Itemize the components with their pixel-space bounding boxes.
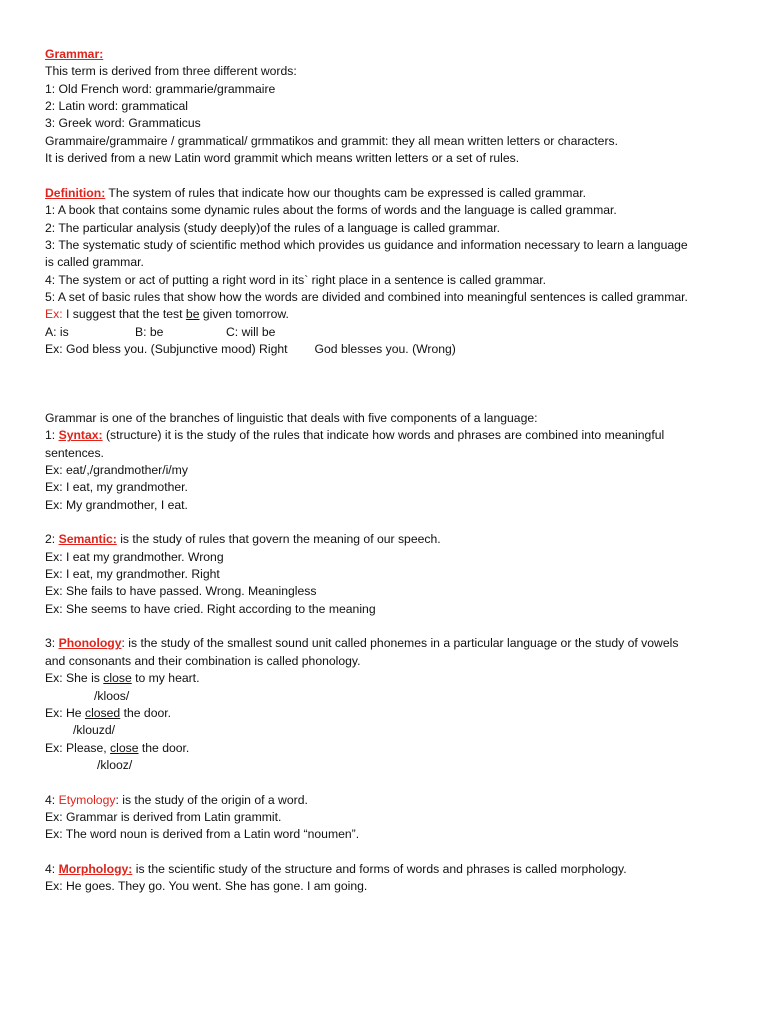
definition-line: is called grammar.: [45, 255, 144, 270]
phonology-ex2-post: the door.: [120, 705, 172, 720]
definition-line: 2: The particular analysis (study deeply)of the rules of a language is called grammar.: [45, 220, 501, 235]
grammar-heading: Grammar:: [45, 47, 104, 61]
definition-intro: The system of rules that indicate how our thoughts cam be expressed is called grammar.: [105, 186, 586, 200]
grammar-line: This term is derived from three different words:: [45, 64, 297, 79]
phonology-ex2-word: closed: [84, 705, 121, 720]
phonology-example: [45, 670, 735, 687]
etymology-example: Ex: Grammar is derived from Latin grammit.: [45, 809, 282, 824]
example-text-pre: I suggest that the test: [62, 307, 186, 322]
definition-line: 1: A book that contains some dynamic rules about the forms of words and the language is called grammar.: [45, 203, 617, 218]
grammar-section: [45, 46, 735, 167]
example-label: Ex:: [45, 307, 63, 322]
grammar-line: 1: Old French word: grammarie/grammaire: [45, 81, 276, 96]
semantic-example: Ex: I eat, my grandmother. Right: [45, 567, 220, 582]
phonology-ex3-pre: Ex: Please,: [45, 740, 111, 755]
semantic-example: Ex: I eat my grandmother. Wrong: [45, 549, 224, 564]
option-b: B: be: [135, 324, 164, 339]
definition-line: 3: The systematic study of scientific method which provides us guidance and information necessary to learn a language: [45, 238, 688, 253]
phonology-ex1-post: to my heart.: [131, 671, 200, 686]
syntax-example: Ex: My grandmother, I eat.: [45, 497, 188, 512]
components-intro: Grammar is one of the branches of linguistic that deals with five components of a language:: [45, 411, 538, 425]
semantic-example: Ex: She fails to have passed. Wrong. Meaningless: [45, 584, 317, 599]
definition-section: [45, 185, 735, 358]
definition-line: 4: The system or act of putting a right word in its` right place in a sentence is called grammar.: [45, 272, 547, 287]
semantic-term: Semantic:: [58, 532, 117, 547]
phonology-example: [45, 740, 735, 757]
grammar-line: It is derived from a new Latin word grammit which means written letters or a set of rules.: [45, 151, 520, 166]
semantic-number: 2:: [45, 532, 59, 547]
etymology-number: 4:: [45, 792, 59, 807]
phonology-ex3-word: close: [110, 740, 139, 755]
example-underlined-word: be: [185, 307, 200, 322]
phonology-ex1-word: close: [103, 671, 132, 686]
semantic-example: Ex: She seems to have cried. Right according to the meaning: [45, 601, 376, 616]
phonology-number: 3:: [45, 636, 59, 651]
syntax-line: [45, 427, 735, 444]
phonology-ipa: /kloos/: [94, 688, 130, 703]
phonology-term: Phonology: [58, 636, 122, 651]
option-c: C: will be: [226, 324, 276, 339]
definition-example: [45, 306, 735, 323]
morphology-line: [45, 861, 735, 878]
morphology-desc: is the scientific study of the structure and forms of words and phrases is called morphology.: [132, 861, 627, 876]
phonology-example: [45, 705, 735, 722]
etymology-line: [45, 792, 735, 809]
answer-options: [45, 324, 735, 341]
syntax-desc-cont: sentences.: [45, 445, 104, 460]
morphology-term: Morphology:: [58, 861, 133, 876]
phonology-ex1-pre: Ex: She is: [45, 671, 104, 686]
mood-wrong: God blesses you. (Wrong): [314, 342, 456, 357]
phonology-ex3-post: the door.: [138, 740, 190, 755]
semantic-desc: is the study of rules that govern the meaning of our speech.: [116, 532, 441, 547]
mood-example: [45, 341, 735, 358]
grammar-line: 2: Latin word: grammatical: [45, 99, 188, 114]
etymology-desc: : is the study of the origin of a word.: [115, 792, 308, 807]
example-text-post: given tomorrow.: [199, 307, 289, 322]
etymology-example: Ex: The word noun is derived from a Latin word “noumen”.: [45, 827, 360, 842]
phonology-line: [45, 635, 735, 652]
syntax-example: Ex: I eat, my grandmother.: [45, 480, 188, 495]
syntax-number: 1:: [45, 428, 59, 443]
syntax-term: Syntax:: [58, 428, 103, 443]
definition-heading: Definition:: [45, 186, 106, 200]
grammar-line: 3: Greek word: Grammaticus: [45, 116, 201, 131]
morphology-number: 4:: [45, 861, 59, 876]
syntax-example: Ex: eat/,/grandmother/i/my: [45, 463, 188, 478]
morphology-example: Ex: He goes. They go. You went. She has gone. I am going.: [45, 879, 368, 894]
definition-intro-line: [45, 185, 735, 202]
definition-line: 5: A set of basic rules that show how the words are divided and combined into meaningful sentences is called grammar.: [45, 290, 688, 305]
phonology-desc-cont: and consonants and their combination is called phonology.: [45, 653, 361, 668]
syntax-desc: (structure) it is the study of the rules that indicate how words and phrases are combined into meaningful: [102, 428, 665, 443]
etymology-term: Etymology: [58, 792, 116, 807]
semantic-line: [45, 531, 735, 548]
phonology-desc: : is the study of the smallest sound unit called phonemes in a particular language or the study of vowels: [121, 636, 679, 651]
components-section: [45, 410, 735, 896]
phonology-ex2-pre: Ex: He: [45, 705, 85, 720]
mood-right: Ex: God bless you. (Subjunctive mood) Right: [45, 342, 288, 357]
phonology-ipa: /klooz/: [97, 757, 133, 772]
phonology-ipa: /klouzd/: [73, 723, 116, 738]
option-a: A: is: [45, 324, 69, 339]
grammar-line: Grammaire/grammaire / grammatical/ grmmatikos and grammit: they all mean written letters or characters.: [45, 133, 618, 148]
